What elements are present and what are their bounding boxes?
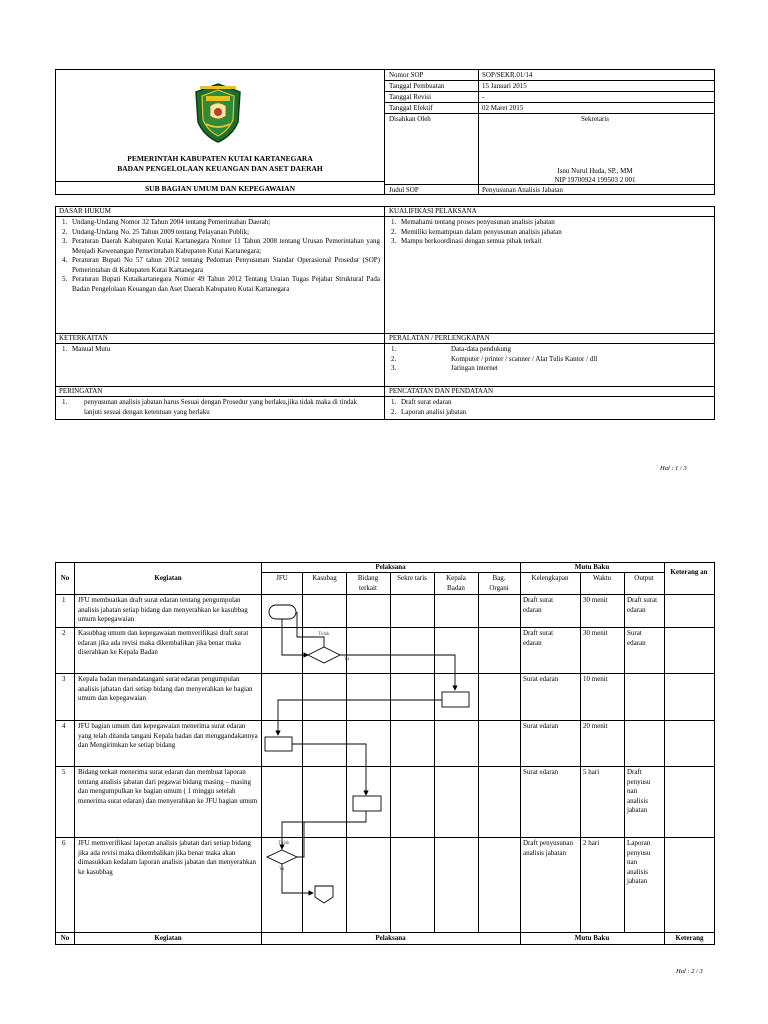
footer-keterangan: Keterang (675, 934, 704, 942)
list-item: 5. Peraturan Bupati Kutaikartanegara Nomor 49 Tahun 2012 Tentang Uraian Tugas Pejabat Struktural Pada Badan Pengelolaan Keuangan dan Aset Daerah Kabupaten Kutai Kartanegara (62, 275, 380, 293)
flow-start-terminator (269, 605, 296, 619)
row-waktu: 30 menit (583, 596, 608, 604)
row-no: 3 (62, 675, 66, 683)
list-item: 1. Memahami tentang proses penyusunan analisis jabatan (391, 218, 555, 226)
flow-decision-jfu (267, 850, 297, 864)
row-waktu: 10 menit (583, 675, 608, 683)
row-kegiatan: Kepala badan menandatangani surat edaran pengumpulan analisis jabatan dari setiap bidang dan menyerahkan ke bagian umum dan kepegawaian (78, 675, 253, 702)
row-no: 6 (62, 839, 66, 847)
list-item: 2. Komputer / printer / scanner / Alat Tulis Kantor / dll (391, 354, 598, 363)
list-item: 1. Draft surat edaran (391, 398, 452, 406)
row-kelengkapan: Surat edaran (523, 768, 559, 776)
row-no: 2 (62, 629, 66, 637)
row-no: 5 (62, 768, 66, 776)
row-kegiatan: JFU bagian umum dan kepegawaian menerima surat edaran yang telah ditanda tangani Kepala badan dan menggandakannya dan Mengirimkan ke setiap bidang (78, 722, 258, 749)
row-output: Surat edaran (627, 629, 646, 647)
field-value-revisi: - (482, 93, 485, 101)
row-kegiatan: JFU membuatkan draft surat edaran tentang pengumpulan analisis jabatan setiap bidang dan menyerahkan ke kasubbag umum kepegawaian (78, 596, 248, 623)
kualifikasi-title: KUALIFIKASI PELAKSANA (389, 207, 477, 215)
actor-jfu: JFU (276, 574, 288, 582)
list-item: 3. Peraturan Daerah Kabupaten Kutai Kartanegara Nomor 11 Tahun 2008 tentang Urusan Pemerintahan yang Menjadi Kewenangan Pemerintahan Kabupaten Kutai Kartanegara; (62, 237, 380, 255)
footer-pelaksana: Pelaksana (375, 934, 406, 942)
col-no: No (60, 574, 70, 582)
flow-decision-kasubag (308, 647, 340, 663)
list-item: 1. Manual Mutu (62, 345, 111, 353)
row-kelengkapan: Surat edaran (523, 722, 559, 730)
signer-nip: NIP 19700924 199503 2 001 (554, 176, 636, 184)
field-value-nomor: SOP/SEKR.01/14 (482, 71, 533, 79)
list-item: 2. Laporan analisi jabatan (391, 407, 467, 416)
actor-kepala: Kepala Badan (446, 574, 466, 592)
list-item: 2. Memiliki kemampuan dalam penyusunan analisis jabatan (391, 227, 562, 236)
row-no: 4 (62, 722, 66, 730)
actor-bidang: Bidang terkait (357, 574, 379, 592)
dasar-hukum-title: DASAR HUKUM (59, 207, 111, 215)
page-number: Hal : 2 / 3 (676, 968, 703, 975)
field-label-pembuatan: Tanggal Pembuatan (389, 82, 445, 90)
actor-kasubag: Kasubag (312, 574, 337, 582)
peralatan-title: PERALATAN / PERLENGKAPAN (389, 334, 490, 342)
row-output: Laporan penyusu nan analisis jabatan (627, 839, 651, 885)
ya-label: Ya (344, 657, 350, 662)
actor-organi: Bag. Organi (489, 574, 509, 592)
actor-sekretaris: Sekre taris (397, 574, 427, 582)
row-kegiatan: JFU memverifikasi laporan analisis jabatan dari setiap bidang jika ada revisi maka dikembalikan jika benar maka akan dimasukkan kedalam laporan analisis jabatan dan menyerahkan ke kasubbag (78, 839, 257, 876)
list-item: 3. Jaringan internet (391, 364, 498, 372)
row-waktu: 5 hari (583, 768, 600, 776)
mutu-waktu: Waktu (592, 574, 612, 582)
field-label-disahkan: Disahkan Oleh (389, 115, 431, 123)
judul-label: Judul SOP (389, 186, 419, 194)
tidak-label: Tidak (278, 841, 290, 846)
field-value-disahkan: Sekretaris (581, 115, 609, 123)
footer-mutu: Mutu Baku (574, 934, 610, 942)
col-pelaksana: Pelaksana (375, 563, 406, 571)
mutu-kelengkapan: Kelengkapan (531, 574, 569, 582)
flow-process-kepala (442, 692, 469, 707)
row-output: Draft surat edaran (627, 596, 658, 614)
row-kelengkapan: Surat edaran (523, 675, 559, 683)
col-keterangan: Keterang an (670, 568, 708, 576)
flow-process-jfu (265, 737, 292, 751)
ya-label: Ya (279, 867, 285, 872)
footer-no: No (60, 934, 70, 942)
row-kelengkapan: Draft surat edaran (523, 596, 554, 614)
row-kegiatan: Kasubbag umum dan kepegawaian memverifikasi draft surat edaran jika ada revisi maka dikembalikan jika benar maka diserahkan ke Kepala Badan (78, 629, 249, 656)
field-label-revisi: Tanggal Revisi (389, 93, 432, 101)
tidak-label: Tidak (318, 632, 330, 637)
mutu-output: Output (634, 574, 654, 582)
row-waktu: 30 menit (583, 629, 608, 637)
field-label-nomor: Nomor SOP (389, 71, 424, 79)
org-line-2: BADAN PENGELOLAAN KEUANGAN DAN ASET DAERAH (117, 164, 323, 173)
list-item: 1. Undang-Undang Nomor 32 Tahun 2004 tentang Pemerintahan Daerah; (62, 218, 271, 226)
judul-value: Penyusunan Analisis Jabatan (482, 186, 563, 194)
flow-offpage-connector (315, 886, 333, 903)
sub-bagian-title: SUB BAGIAN UMUM DAN KEPEGAWAIAN (144, 184, 295, 193)
field-value-pembuatan: 15 Januari 2015 (482, 82, 527, 90)
list-item: 4. Peraturan Bupati No 57 tahun 2012 tentang Pedoman Penyusunan Standar Operasional Prosedur (SOP) Pemerintahan di Kabupaten Kutai Kartanegara (62, 256, 380, 274)
flow-process-bidang (353, 796, 381, 811)
row-output: Draft penyusu nan analisis jabatan (627, 768, 651, 814)
row-waktu: 2 hari (583, 839, 600, 847)
list-item: 1. penyusunan analisis jabatan harus Sesuai dengan Prosedur yang berlaku,jika tidak maka di tindak lanjuti sesuai dengan ketentuan yang berlaku (62, 398, 358, 416)
field-value-efektif: 02 Maret 2015 (482, 104, 524, 112)
org-line-1: PEMERINTAH KABUPATEN KUTAI KARTANEGARA (127, 154, 313, 163)
row-kelengkapan: Draft penyusunan analisis jabatan (523, 839, 573, 857)
page-number: Hal : 1 / 3 (660, 465, 687, 472)
signer-name: Isnu Nurul Huda, SP., MM (557, 167, 633, 175)
peringatan-title: PERINGATAN (59, 387, 103, 395)
list-item: 1. Data-data pendukung (391, 345, 512, 353)
col-mutu: Mutu Baku (574, 563, 610, 571)
list-item: 2. Undang-Undang No. 25 Tahun 2009 tentang Pelayanan Publik; (62, 227, 250, 236)
row-no: 1 (62, 596, 66, 604)
col-kegiatan: Kegiatan (154, 574, 182, 582)
field-label-efektif: Tanggal Efektif (389, 104, 433, 112)
row-kelengkapan: Draft surat edaran (523, 629, 554, 647)
row-waktu: 20 menit (583, 722, 608, 730)
pencatatan-title: PENCATATAN DAN PENDATAAN (389, 387, 494, 395)
footer-kegiatan: Kegiatan (154, 934, 182, 942)
keterkaitan-title: KETERKAITAN (59, 334, 108, 342)
row-kegiatan: Bidang terkait menerima surat edaran dan membuat laporan tentang analisis jabatan dari pegawai bidang masing – masing dan mengumpulkan ke bagian umum ( 1 minggu setelah menerima surat edaran) dan menyerahkan ke JFU bagian umum (78, 768, 258, 805)
list-item: 3. Mampu berkoordinasi dengan semua pihak terkait (391, 237, 542, 245)
